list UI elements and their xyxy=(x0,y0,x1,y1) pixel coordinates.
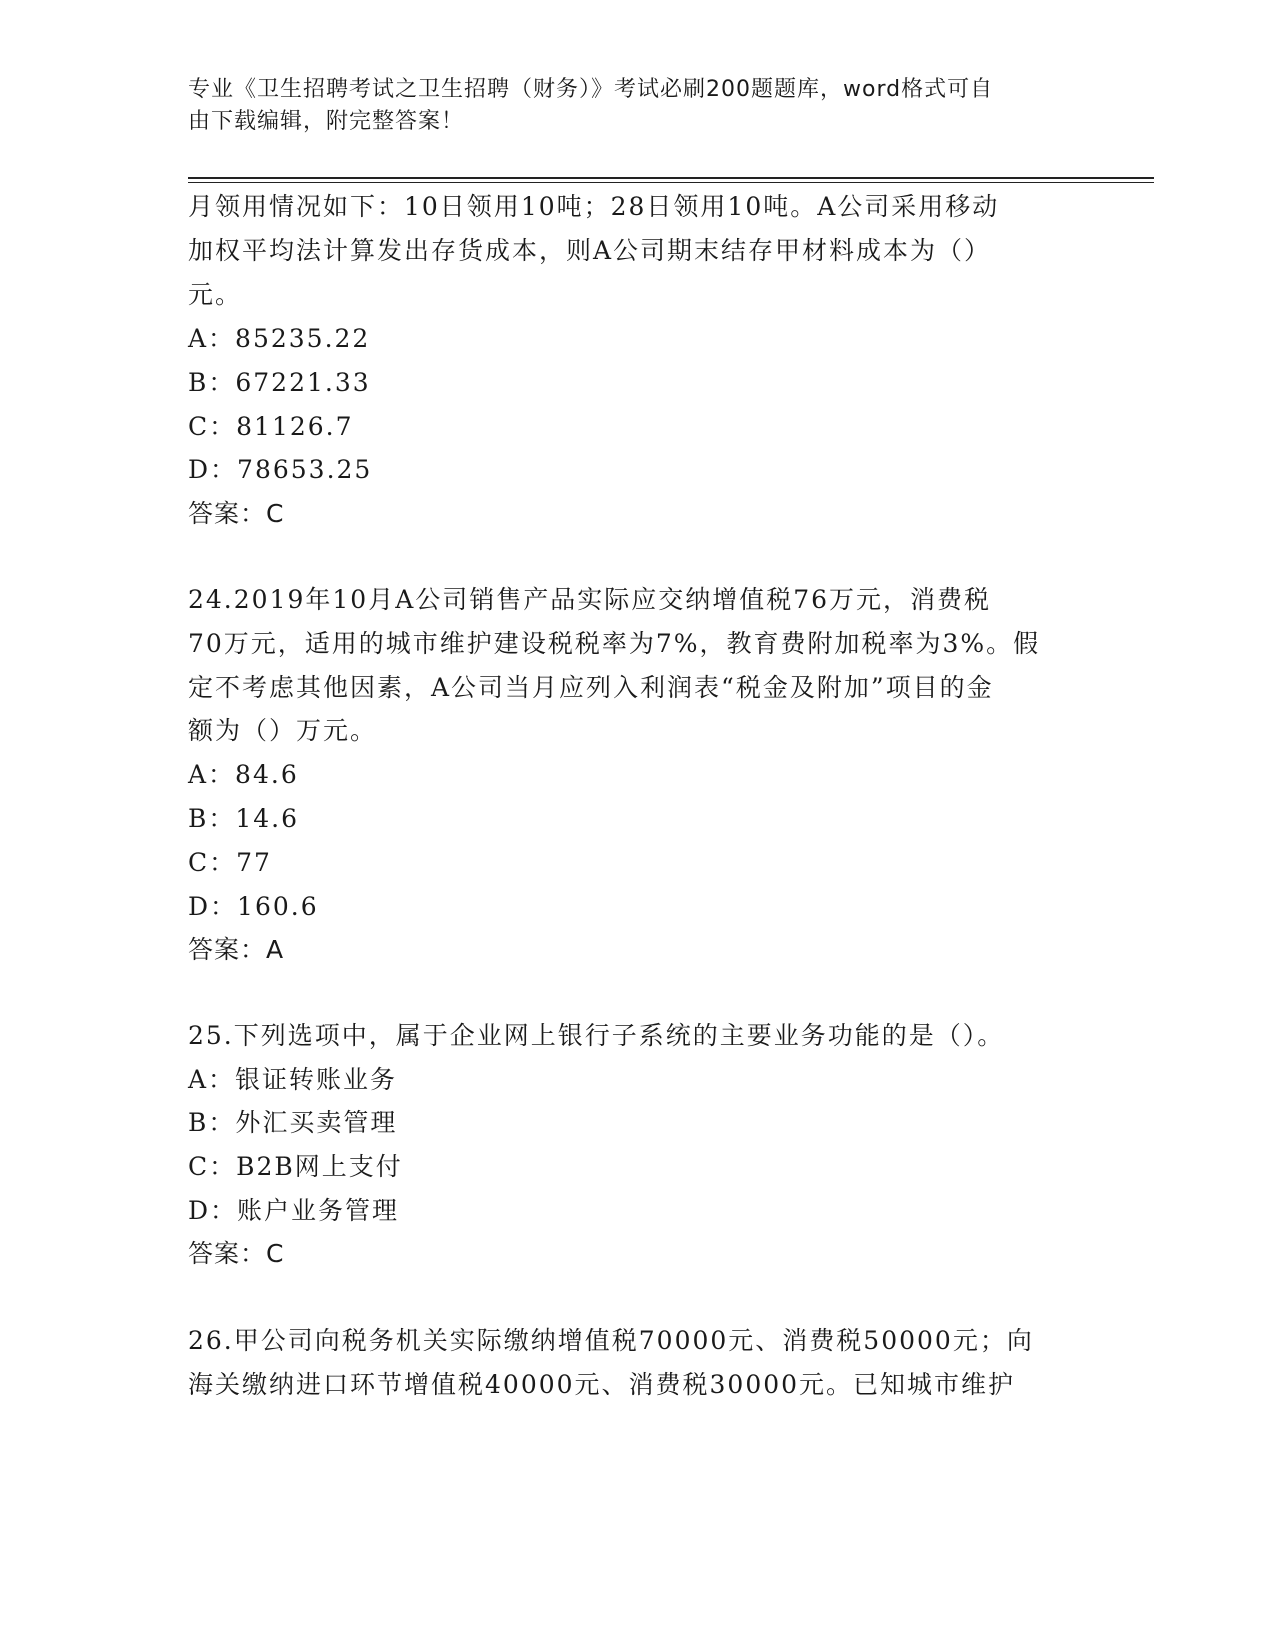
header-divider-thin xyxy=(188,182,1154,183)
q24-option-b: B：14.6 xyxy=(188,804,300,833)
q23-option-a: A：85235.22 xyxy=(188,324,371,353)
q25-answer: 答案：C xyxy=(188,1239,285,1268)
q25-option-d: D：账户业务管理 xyxy=(188,1196,400,1225)
q24-option-c: C：77 xyxy=(188,848,272,877)
q24-option-d: D：160.6 xyxy=(188,892,319,921)
q24-stem-line-4: 额为（）万元。 xyxy=(188,716,378,745)
q25-option-b: B：外汇买卖管理 xyxy=(188,1108,398,1137)
q24-stem-line-2: 70万元，适用的城市维护建设税税率为7%，教育费附加税率为3%。假 xyxy=(188,629,1041,658)
q26-stem-line-1: 26.甲公司向税务机关实际缴纳增值税70000元、消费税50000元；向 xyxy=(188,1326,1034,1355)
q23-answer: 答案：C xyxy=(188,499,285,528)
q23-stem-line-2: 加权平均法计算发出存货成本，则A公司期末结存甲材料成本为（） xyxy=(188,236,992,265)
q23-option-b: B：67221.33 xyxy=(188,368,371,397)
header-title-line-2: 由下载编辑，附完整答案！ xyxy=(188,109,465,134)
q23-stem-line-3: 元。 xyxy=(188,280,243,309)
q26-stem-line-2: 海关缴纳进口环节增值税40000元、消费税30000元。已知城市维护 xyxy=(188,1370,1016,1399)
q23-option-d: D：78653.25 xyxy=(188,455,373,484)
page-header xyxy=(188,74,1068,138)
q23-option-c: C：81126.7 xyxy=(188,412,354,441)
q25-option-a: A：银证转账业务 xyxy=(188,1065,398,1094)
header-divider-thick xyxy=(188,177,1154,179)
q24-answer: 答案：A xyxy=(188,935,285,964)
q24-stem-line-1: 24.2019年10月A公司销售产品实际应交纳增值税76万元，消费税 xyxy=(188,585,992,614)
q25-option-c: C：B2B网上支付 xyxy=(188,1152,403,1181)
q25-stem-line-1: 25.下列选项中，属于企业网上银行子系统的主要业务功能的是（）。 xyxy=(188,1021,1005,1050)
header-title-line-1: 专业《卫生招聘考试之卫生招聘（财务）》考试必刷200题题库，word格式可自 xyxy=(188,77,994,102)
q24-option-a: A：84.6 xyxy=(188,760,299,789)
q24-stem-line-3: 定不考虑其他因素，A公司当月应列入利润表“税金及附加”项目的金 xyxy=(188,673,994,702)
q23-stem-line-1: 月领用情况如下：10日领用10吨；28日领用10吨。A公司采用移动 xyxy=(188,192,1000,221)
